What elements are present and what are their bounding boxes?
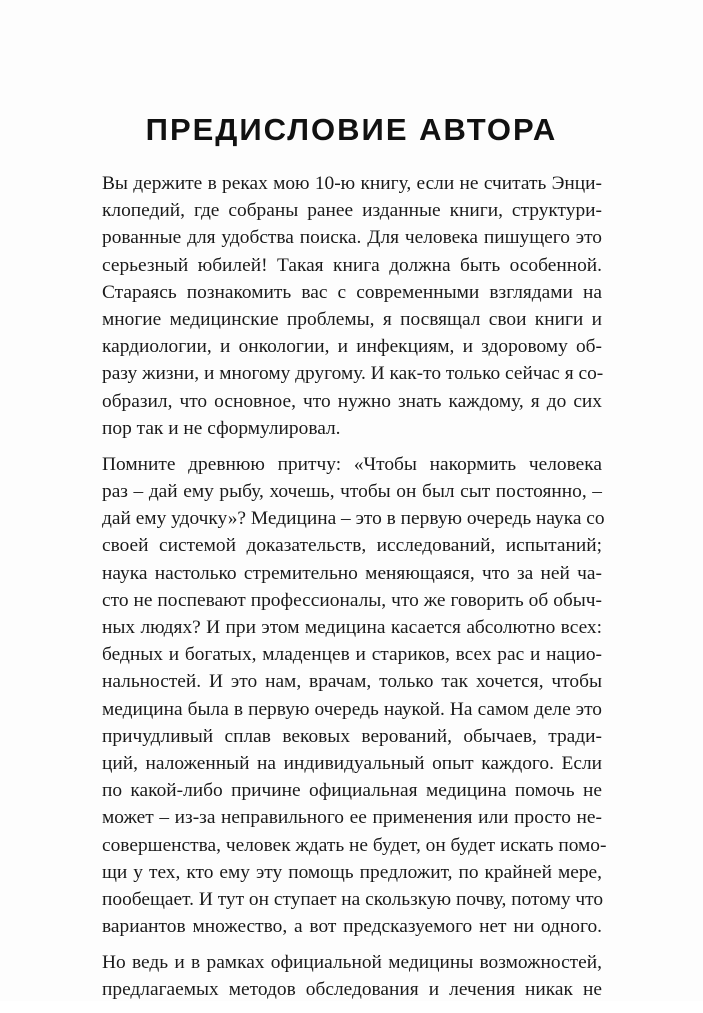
text-line: Помните древнюю притчу: «Чтобы накормить человека bbox=[102, 453, 602, 475]
page-title: ПРЕДИСЛОВИЕ АВТОРА bbox=[145, 112, 558, 147]
text-line: пообещает. И тут он ступает на скользкую почву, потому что bbox=[102, 888, 604, 910]
text-line: щи у тех, кто ему эту помощь предложит, по крайней мере, bbox=[102, 861, 602, 883]
text-line: медицина была в первую очередь наукой. На самом деле это bbox=[102, 698, 602, 720]
text-line: рованные для удобства поиска. Для человека пишущего это bbox=[102, 227, 602, 249]
text-line: разу жизни, и многому другому. И как-то только сейчас я со- bbox=[102, 363, 604, 385]
text-line: Стараясь познакомить вас с современными взглядами на bbox=[102, 281, 602, 303]
text-line: наука настолько стремительно меняющаяся, что за ней ча- bbox=[102, 562, 602, 584]
paragraph-3 bbox=[102, 949, 602, 1003]
text-line: своей системой доказательств, исследований, испытаний; bbox=[102, 535, 602, 557]
text-line: многие медицинские проблемы, я посвящал свои книги и bbox=[102, 308, 602, 330]
text-line: раз – дай ему рыбу, хочешь, чтобы он был сыт постоянно, – bbox=[102, 481, 602, 503]
text-line: вариантов множество, а вот предсказуемого нет ни одного. bbox=[102, 916, 602, 938]
text-line: серьезный юбилей! Такая книга должна быть особенной. bbox=[102, 254, 602, 276]
text-line: предлагаемых методов обследования и лечения никак не bbox=[102, 979, 602, 1001]
text-line: пор так и не сформулировал. bbox=[102, 417, 341, 439]
text-line: сто не поспевают профессионалы, что же говорить об обыч- bbox=[102, 589, 602, 611]
body-text bbox=[102, 170, 607, 1013]
text-line: причудливый сплав вековых верований, обычаев, тради- bbox=[102, 725, 602, 747]
text-line: ций, наложенный на индивидуальный опыт каждого. Если bbox=[102, 752, 602, 774]
text-line: может – из-за неправильного ее применения или просто не- bbox=[102, 807, 602, 829]
text-line: образил, что основное, что нужно знать каждому, я до сих bbox=[102, 390, 602, 412]
text-line: ных людях? И при этом медицина касается абсолютно всех: bbox=[102, 617, 602, 638]
text-line: дай ему удочку»? Медицина – это в первую очередь наука со bbox=[102, 508, 605, 530]
paragraph-1 bbox=[102, 170, 602, 442]
text-line: совершенства, человек ждать не будет, он будет искать помо- bbox=[102, 834, 607, 856]
text-line: кардиологии, и онкологии, и инфекциям, и здоровому об- bbox=[102, 336, 602, 358]
text-line: Вы держите в реках мою 10-ю книгу, если не считать Энци- bbox=[102, 173, 602, 194]
text-line: бедных и богатых, младенцев и стариков, всех рас и нацио- bbox=[102, 644, 602, 666]
paragraph-2 bbox=[102, 451, 607, 940]
text-line: Но ведь и в рамках официальной медицины возможностей, bbox=[102, 952, 602, 974]
text-line: клопедий, где собраны ранее изданные книги, структури- bbox=[102, 200, 602, 222]
text-line: по какой-либо причине официальная медицина помочь не bbox=[102, 780, 602, 802]
text-line: нальностей. И это нам, врачам, только так хочется, чтобы bbox=[102, 671, 602, 693]
